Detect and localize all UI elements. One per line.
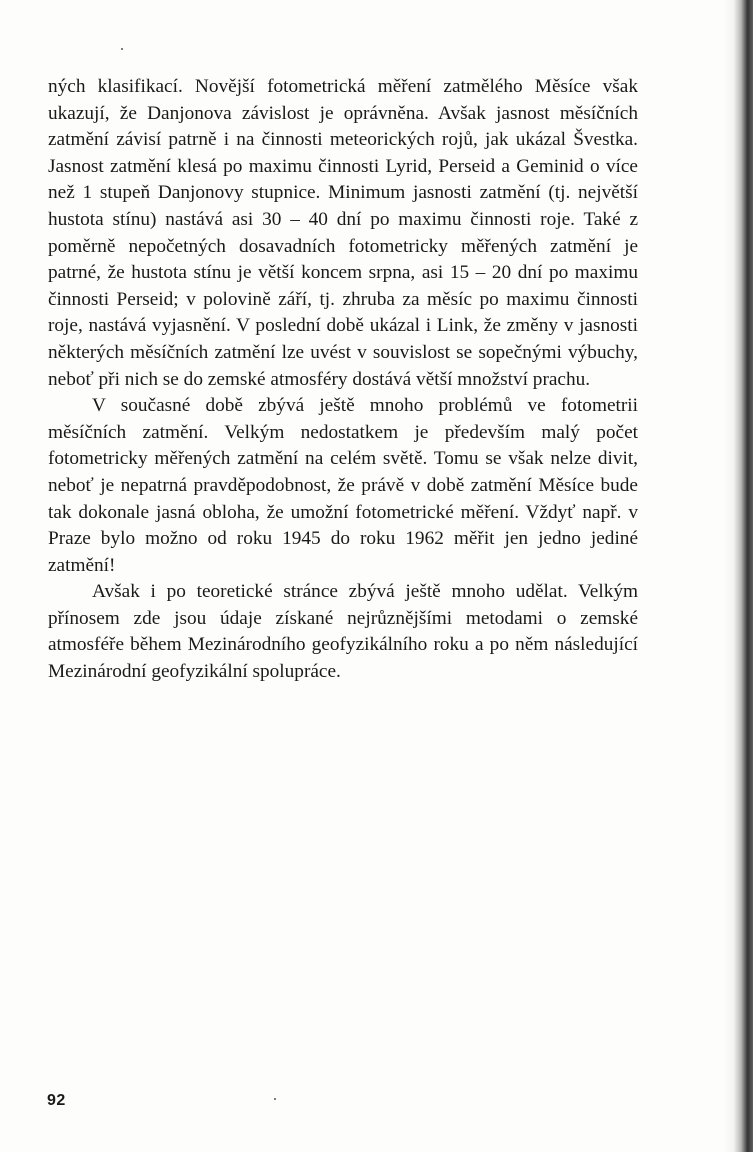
page-number: 92 — [47, 1092, 66, 1109]
book-spine-shadow — [723, 0, 753, 1152]
paper-speck — [274, 1098, 276, 1100]
body-text — [48, 74, 638, 686]
paragraph-3: Avšak i po teoretické stránce zbývá ještě mnoho udělat. Velkým přínosem zde jsou údaje získané nejrůznějšími metodami o zemské atmosféře během Mezinárodního geofyzikálního roku a po něm následující Mezinárodní geofyzikální spolupráce. — [48, 581, 638, 683]
paragraph-2: V současné době zbývá ještě mnoho problémů ve fotometrii měsíčních zatmění. Velkým nedostatkem je především malý počet fotometricky měřených zatmění na celém světě. Tomu se však nelze divit, neboť je nepatrná pravděpodobnost, že právě v době zatmění Měsíce bude tak dokonale jasná obloha, že umožní fotometrické měření. Vždyť např. v Praze bylo možno od roku 1945 do roku 1962 měřit jen jedno jediné zatmění! — [48, 395, 638, 576]
paper-speck — [121, 48, 123, 50]
paragraph-1: ných klasifikací. Novější fotometrická měření zatmělého Měsíce však ukazují, že Danjonova závislost je oprávněna. Avšak jasnost měsíčních zatmění závisí patrně i na činnosti meteorických rojů, jak ukázal Švestka. Jasnost zatmění klesá po maximu činnosti Lyrid, Perseid a Geminid o více než 1 stupeň Danjonovy stupnice. Minimum jasnosti zatmění (tj. největší hustota stínu) nastává asi 30 – 40 dní po maximu činnosti roje. Také z poměrně nepočetných dosavadních fotometricky měřených zatmění je patrné, že hustota stínu je větší koncem srpna, asi 15 – 20 dní po maximu činnosti Perseid; v polovině září, tj. zhruba za měsíc po maximu činnosti roje, nastává vyjasnění. V poslední době ukázal i Link, že změny v jasnosti některých měsíčních zatmění lze uvést v souvislost se sopečnými výbuchy, neboť při nich se do zemské atmosféry dostává větší množství prachu. — [48, 76, 638, 390]
